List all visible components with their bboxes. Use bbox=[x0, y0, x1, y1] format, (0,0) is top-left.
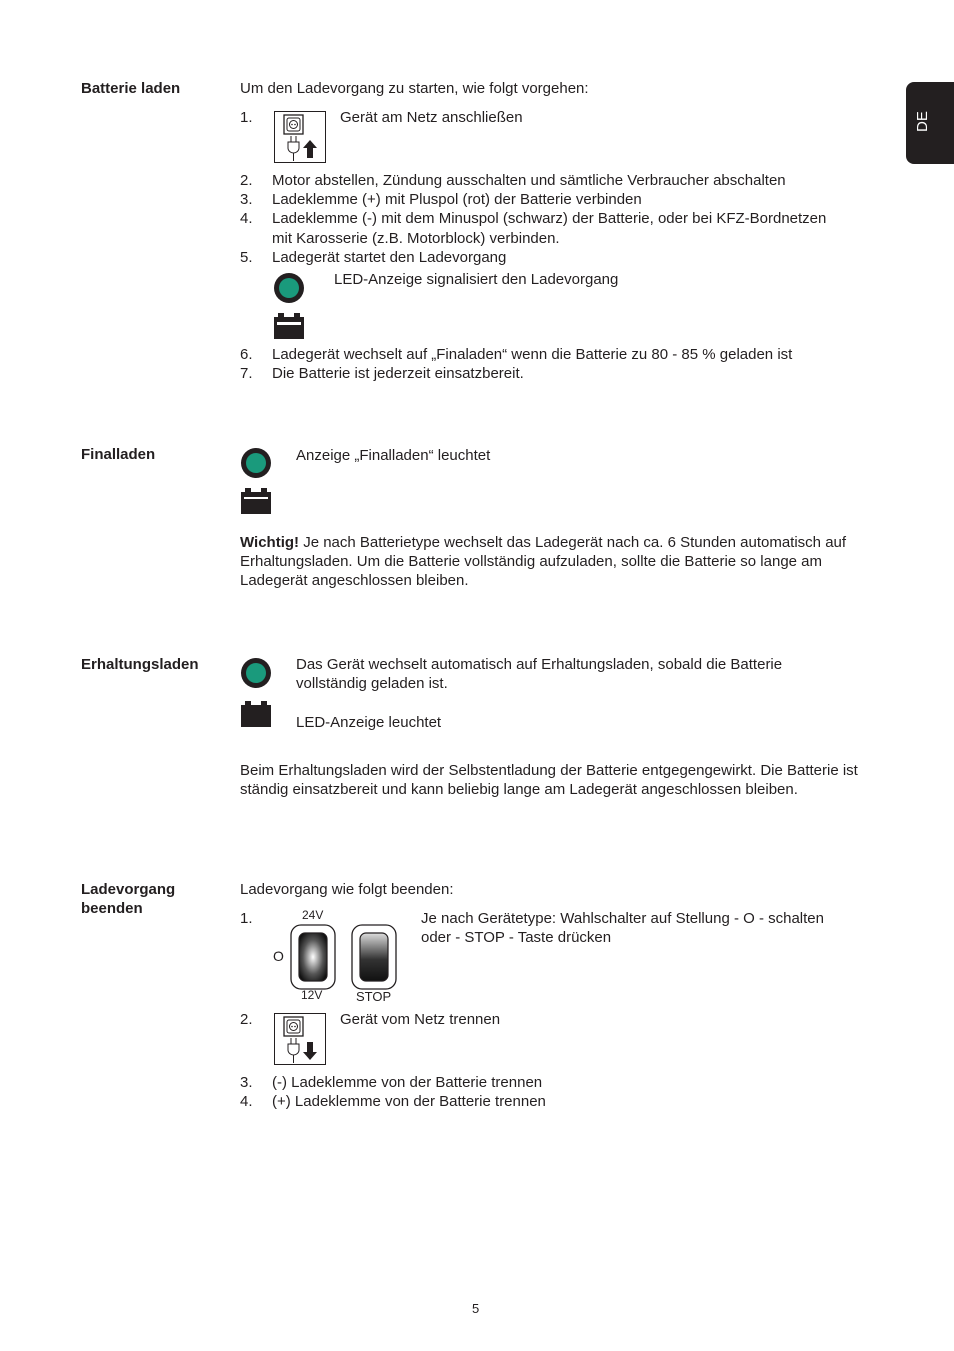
led-green-icon bbox=[241, 658, 271, 688]
language-tab bbox=[906, 82, 954, 164]
step-number: 2. bbox=[240, 1011, 253, 1028]
step-text-continued: oder - STOP - Taste drücken bbox=[421, 929, 612, 946]
step-text: Gerät am Netz anschließen bbox=[340, 109, 523, 126]
step-text: Die Batterie ist jederzeit einsatzbereit. bbox=[272, 365, 524, 382]
important-label: Wichtig! bbox=[240, 534, 300, 551]
step-text: Ladegerät wechselt auf „Finaladen“ wenn die Batterie zu 80 - 85 % geladen ist bbox=[272, 346, 793, 363]
step-text: Ladegerät startet den Ladevorgang bbox=[272, 249, 507, 266]
important-text: Je nach Batterietype wechselt das Ladegerät nach ca. 6 Stunden automatisch auf Erhaltungsladen. Um die Batterie vollständig aufzuladen, sollte die Batterie so lange am Ladegerät angeschlossen bleiben. bbox=[240, 534, 847, 589]
step-number: 6. bbox=[240, 346, 253, 363]
heading-batterie-laden: Batterie laden bbox=[81, 80, 181, 97]
battery-full-icon bbox=[241, 700, 271, 728]
battery-final-icon bbox=[241, 487, 271, 515]
step-text: Ladeklemme (-) mit dem Minuspol (schwarz) der Batterie, oder bei KFZ-Bordnetzen bbox=[272, 210, 827, 227]
step-text: Ladeklemme (+) mit Pluspol (rot) der Batterie verbinden bbox=[272, 191, 642, 208]
important-note bbox=[240, 533, 876, 590]
led-caption: Anzeige „Finalladen“ leuchtet bbox=[296, 447, 491, 464]
beenden-intro: Ladevorgang wie folgt beenden: bbox=[240, 881, 454, 898]
erhaltungsladen-paragraph: Beim Erhaltungsladen wird der Selbstentladung der Batterie entgegengewirkt. Die Batterie ist ständig einsatzbereit und kann beliebig lange am Ladegerät angeschlossen bleiben. bbox=[240, 762, 858, 798]
step-number: 1. bbox=[240, 910, 253, 927]
plug-disconnect-icon bbox=[274, 1013, 326, 1065]
step-text: Gerät vom Netz trennen bbox=[340, 1011, 501, 1028]
battery-charging-icon bbox=[274, 312, 304, 340]
stop-label: STOP bbox=[356, 989, 392, 1004]
step-text-continued: mit Karosserie (z.B. Motorblock) verbinden. bbox=[272, 230, 560, 247]
step-text: (+) Ladeklemme von der Batterie trennen bbox=[272, 1093, 546, 1110]
step-number: 4. bbox=[240, 1093, 253, 1110]
heading-ladevorgang-beenden-2: beenden bbox=[81, 900, 143, 917]
led-caption: LED-Anzeige leuchtet bbox=[296, 714, 442, 731]
stop-button-icon bbox=[351, 924, 397, 990]
selector-switch-icon bbox=[290, 924, 336, 990]
heading-ladevorgang-beenden-1: Ladevorgang bbox=[81, 881, 176, 898]
step-text: Motor abstellen, Zündung ausschalten und sämtliche Verbraucher abschalten bbox=[272, 172, 786, 189]
step-text: (-) Ladeklemme von der Batterie trennen bbox=[272, 1074, 543, 1091]
batterie-laden-intro: Um den Ladevorgang zu starten, wie folgt vorgehen: bbox=[240, 80, 589, 97]
step-text: Je nach Gerätetype: Wahlschalter auf Stellung - O - schalten bbox=[421, 910, 824, 927]
step-number: 2. bbox=[240, 172, 253, 189]
switch-label-o: O bbox=[273, 948, 284, 964]
plug-connect-icon bbox=[274, 111, 326, 163]
page-number: 5 bbox=[472, 1301, 480, 1316]
language-tab-label: DE bbox=[914, 111, 931, 132]
heading-finalladen: Finalladen bbox=[81, 446, 156, 463]
led-caption: LED-Anzeige signalisiert den Ladevorgang bbox=[334, 271, 619, 288]
step-number: 4. bbox=[240, 210, 253, 227]
led-green-icon bbox=[274, 273, 304, 303]
step-number: 7. bbox=[240, 365, 253, 382]
step-number: 3. bbox=[240, 1074, 253, 1091]
erhaltungsladen-text: Das Gerät wechselt automatisch auf Erhaltungsladen, sobald die Batterie vollständig geladen ist. bbox=[296, 656, 783, 692]
led-green-icon bbox=[241, 448, 271, 478]
step-number: 5. bbox=[240, 249, 253, 266]
step-number: 1. bbox=[240, 109, 253, 126]
step-number: 3. bbox=[240, 191, 253, 208]
switch-label-12v: 12V bbox=[301, 988, 323, 1002]
heading-erhaltungsladen: Erhaltungsladen bbox=[81, 656, 199, 673]
switch-label-24v: 24V bbox=[302, 908, 324, 922]
